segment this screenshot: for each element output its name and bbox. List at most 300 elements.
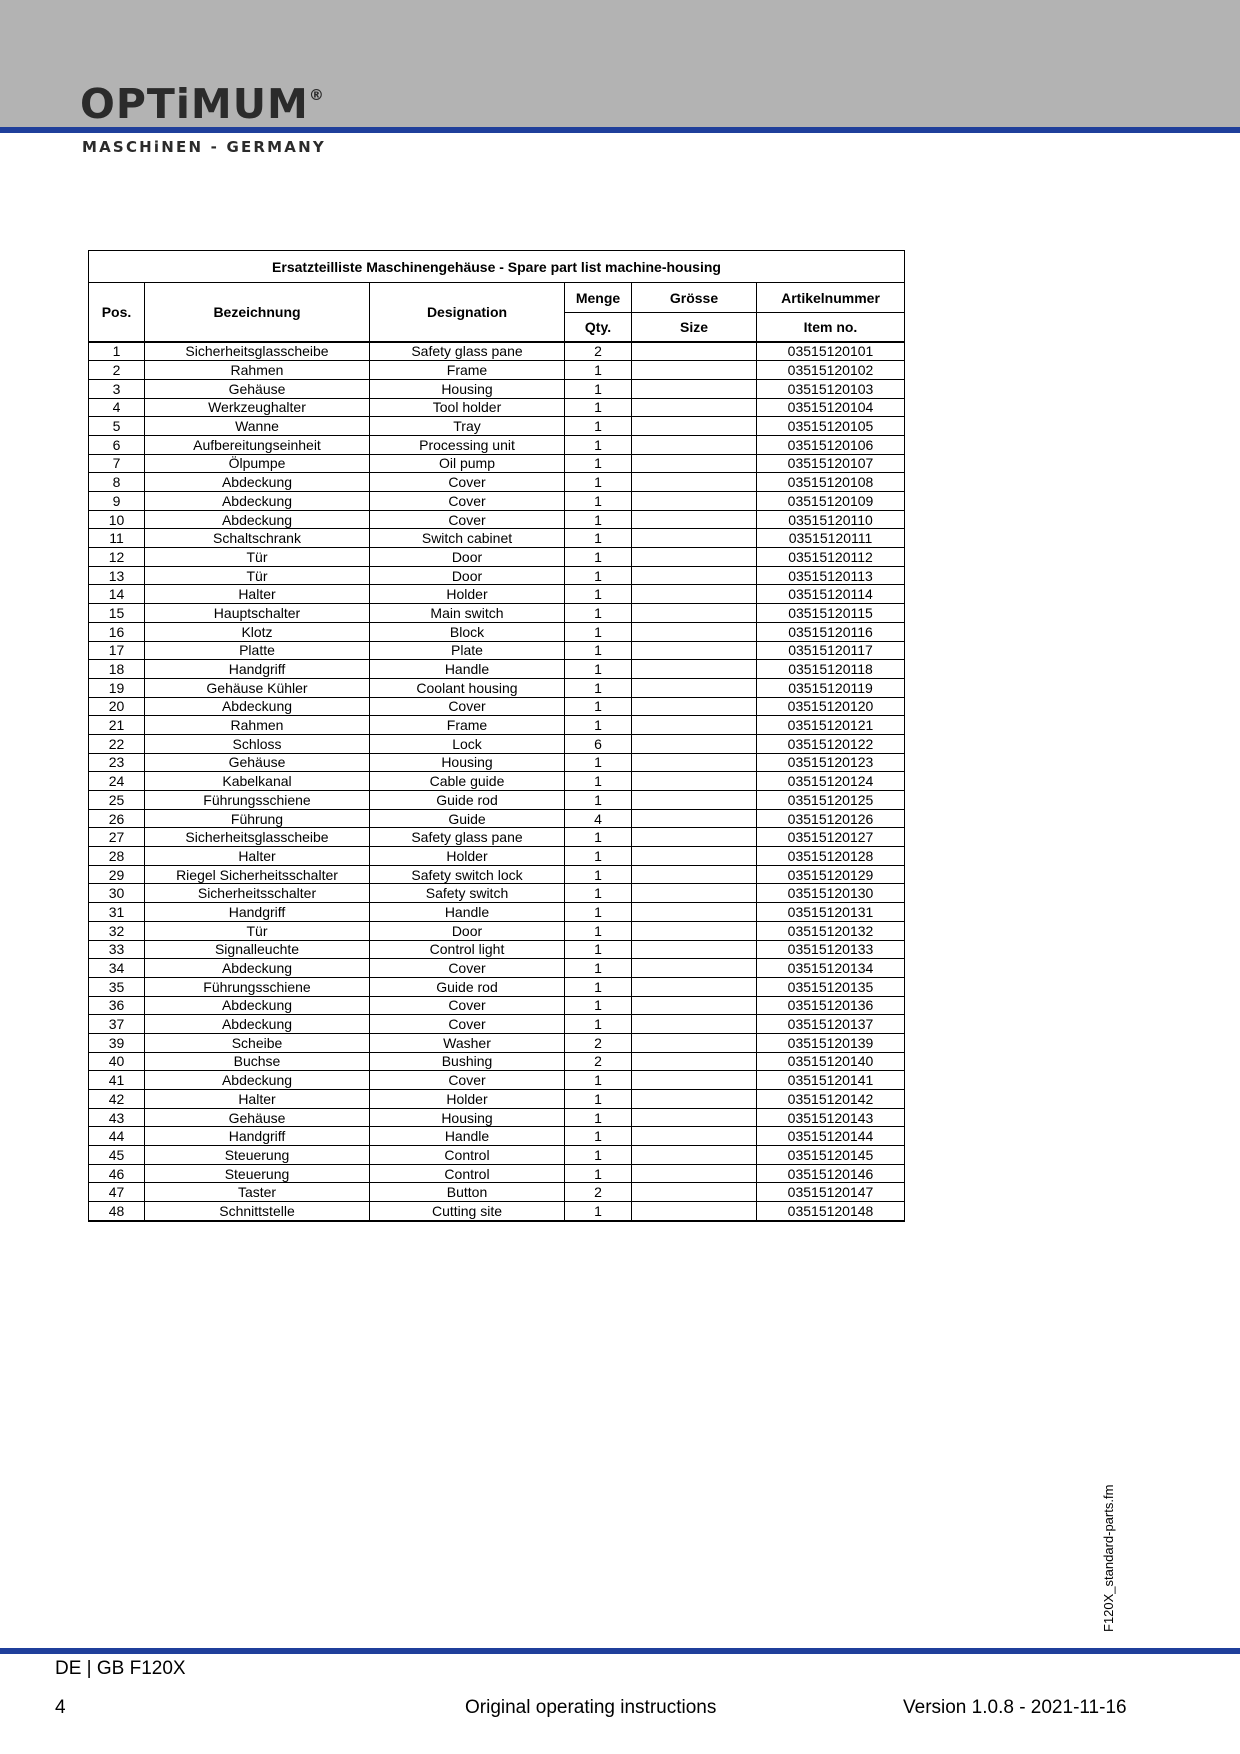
cell-bezeichnung: Steuerung	[145, 1146, 370, 1165]
registered-mark: ®	[308, 86, 325, 104]
footer-rule	[0, 1648, 1240, 1654]
cell-qty: 4	[565, 809, 632, 828]
cell-pos: 20	[89, 697, 145, 716]
table-row	[89, 678, 905, 697]
cell-bezeichnung: Tür	[145, 548, 370, 567]
cell-designation: Control	[370, 1164, 565, 1183]
cell-item-no: 03515120143	[757, 1108, 905, 1127]
cell-bezeichnung: Führung	[145, 809, 370, 828]
cell-size	[632, 1108, 757, 1127]
cell-size	[632, 734, 757, 753]
cell-designation: Handle	[370, 660, 565, 679]
cell-size	[632, 940, 757, 959]
cell-pos: 46	[89, 1164, 145, 1183]
cell-bezeichnung: Hauptschalter	[145, 604, 370, 623]
cell-designation: Oil pump	[370, 454, 565, 473]
cell-qty: 1	[565, 1146, 632, 1165]
cell-designation: Frame	[370, 716, 565, 735]
table-row	[89, 1090, 905, 1109]
cell-qty: 1	[565, 977, 632, 996]
cell-item-no: 03515120122	[757, 734, 905, 753]
cell-qty: 2	[565, 1033, 632, 1052]
cell-size	[632, 959, 757, 978]
cell-bezeichnung: Handgriff	[145, 1127, 370, 1146]
cell-designation: Plate	[370, 641, 565, 660]
cell-item-no: 03515120136	[757, 996, 905, 1015]
cell-size	[632, 1090, 757, 1109]
cell-pos: 40	[89, 1052, 145, 1071]
cell-pos: 23	[89, 753, 145, 772]
cell-size	[632, 510, 757, 529]
cell-pos: 4	[89, 398, 145, 417]
cell-item-no: 03515120129	[757, 865, 905, 884]
cell-item-no: 03515120142	[757, 1090, 905, 1109]
cell-designation: Safety glass pane	[370, 342, 565, 361]
table-row	[89, 398, 905, 417]
cell-qty: 1	[565, 548, 632, 567]
header-size: Size	[632, 313, 757, 342]
cell-bezeichnung: Platte	[145, 641, 370, 660]
cell-pos: 44	[89, 1127, 145, 1146]
cell-designation: Cover	[370, 473, 565, 492]
table-row	[89, 566, 905, 585]
table-row	[89, 454, 905, 473]
cell-size	[632, 660, 757, 679]
table-row	[89, 716, 905, 735]
cell-bezeichnung: Klotz	[145, 622, 370, 641]
cell-size	[632, 1015, 757, 1034]
cell-item-no: 03515120121	[757, 716, 905, 735]
cell-item-no: 03515120107	[757, 454, 905, 473]
cell-pos: 13	[89, 566, 145, 585]
cell-item-no: 03515120123	[757, 753, 905, 772]
cell-size	[632, 996, 757, 1015]
cell-item-no: 03515120141	[757, 1071, 905, 1090]
cell-size	[632, 454, 757, 473]
cell-bezeichnung: Signalleuchte	[145, 940, 370, 959]
cell-bezeichnung: Führungsschiene	[145, 977, 370, 996]
table-row	[89, 1108, 905, 1127]
cell-bezeichnung: Abdeckung	[145, 1015, 370, 1034]
cell-designation: Cutting site	[370, 1202, 565, 1221]
table-row	[89, 884, 905, 903]
cell-designation: Switch cabinet	[370, 529, 565, 548]
cell-size	[632, 622, 757, 641]
cell-item-no: 03515120113	[757, 566, 905, 585]
cell-size	[632, 1183, 757, 1202]
cell-designation: Bushing	[370, 1052, 565, 1071]
cell-pos: 14	[89, 585, 145, 604]
table-row	[89, 1183, 905, 1202]
cell-designation: Coolant housing	[370, 678, 565, 697]
table-row	[89, 996, 905, 1015]
cell-designation: Main switch	[370, 604, 565, 623]
cell-size	[632, 847, 757, 866]
table-row	[89, 847, 905, 866]
table-row	[89, 959, 905, 978]
cell-size	[632, 585, 757, 604]
cell-bezeichnung: Handgriff	[145, 660, 370, 679]
cell-item-no: 03515120127	[757, 828, 905, 847]
cell-pos: 33	[89, 940, 145, 959]
table-row	[89, 865, 905, 884]
cell-qty: 1	[565, 921, 632, 940]
cell-item-no: 03515120147	[757, 1183, 905, 1202]
header-menge: Menge	[565, 283, 632, 313]
cell-pos: 30	[89, 884, 145, 903]
cell-size	[632, 903, 757, 922]
cell-designation: Safety switch lock	[370, 865, 565, 884]
cell-item-no: 03515120103	[757, 379, 905, 398]
cell-qty: 1	[565, 660, 632, 679]
cell-item-no: 03515120130	[757, 884, 905, 903]
cell-designation: Button	[370, 1183, 565, 1202]
cell-designation: Block	[370, 622, 565, 641]
table-body	[89, 342, 905, 1221]
cell-qty: 1	[565, 622, 632, 641]
cell-size	[632, 548, 757, 567]
cell-bezeichnung: Abdeckung	[145, 996, 370, 1015]
cell-designation: Guide rod	[370, 977, 565, 996]
cell-item-no: 03515120114	[757, 585, 905, 604]
cell-pos: 16	[89, 622, 145, 641]
cell-pos: 10	[89, 510, 145, 529]
cell-item-no: 03515120104	[757, 398, 905, 417]
cell-size	[632, 697, 757, 716]
cell-item-no: 03515120146	[757, 1164, 905, 1183]
optimum-logo	[80, 80, 325, 128]
cell-item-no: 03515120139	[757, 1033, 905, 1052]
cell-size	[632, 809, 757, 828]
cell-size	[632, 828, 757, 847]
cell-size	[632, 435, 757, 454]
cell-qty: 1	[565, 641, 632, 660]
table-row	[89, 734, 905, 753]
cell-item-no: 03515120117	[757, 641, 905, 660]
cell-qty: 1	[565, 753, 632, 772]
cell-bezeichnung: Abdeckung	[145, 1071, 370, 1090]
cell-designation: Guide	[370, 809, 565, 828]
cell-item-no: 03515120120	[757, 697, 905, 716]
table-row	[89, 791, 905, 810]
cell-size	[632, 678, 757, 697]
footer-language-model: DE | GB F120X	[55, 1658, 186, 1679]
cell-designation: Cover	[370, 996, 565, 1015]
cell-pos: 25	[89, 791, 145, 810]
cell-bezeichnung: Steuerung	[145, 1164, 370, 1183]
cell-item-no: 03515120118	[757, 660, 905, 679]
cell-pos: 43	[89, 1108, 145, 1127]
cell-bezeichnung: Abdeckung	[145, 473, 370, 492]
cell-qty: 1	[565, 959, 632, 978]
spare-parts-table	[88, 250, 905, 1222]
cell-designation: Tray	[370, 417, 565, 436]
cell-size	[632, 1164, 757, 1183]
cell-designation: Cover	[370, 492, 565, 511]
table-row	[89, 1164, 905, 1183]
table-row	[89, 828, 905, 847]
cell-qty: 1	[565, 865, 632, 884]
table-row	[89, 529, 905, 548]
cell-designation: Holder	[370, 585, 565, 604]
table-row	[89, 921, 905, 940]
cell-qty: 1	[565, 1127, 632, 1146]
cell-qty: 1	[565, 361, 632, 380]
cell-qty: 1	[565, 791, 632, 810]
cell-size	[632, 342, 757, 361]
cell-pos: 31	[89, 903, 145, 922]
cell-bezeichnung: Abdeckung	[145, 510, 370, 529]
cell-pos: 11	[89, 529, 145, 548]
cell-item-no: 03515120126	[757, 809, 905, 828]
table-row	[89, 1052, 905, 1071]
cell-pos: 32	[89, 921, 145, 940]
cell-item-no: 03515120140	[757, 1052, 905, 1071]
cell-bezeichnung: Schnittstelle	[145, 1202, 370, 1221]
cell-bezeichnung: Aufbereitungseinheit	[145, 435, 370, 454]
cell-bezeichnung: Handgriff	[145, 903, 370, 922]
cell-item-no: 03515120133	[757, 940, 905, 959]
cell-item-no: 03515120102	[757, 361, 905, 380]
cell-designation: Handle	[370, 1127, 565, 1146]
header-item-no: Item no.	[757, 313, 905, 342]
cell-qty: 1	[565, 510, 632, 529]
cell-pos: 36	[89, 996, 145, 1015]
cell-item-no: 03515120106	[757, 435, 905, 454]
cell-pos: 34	[89, 959, 145, 978]
table-row	[89, 753, 905, 772]
cell-pos: 8	[89, 473, 145, 492]
cell-qty: 1	[565, 678, 632, 697]
cell-bezeichnung: Riegel Sicherheitsschalter	[145, 865, 370, 884]
cell-bezeichnung: Gehäuse Kühler	[145, 678, 370, 697]
cell-size	[632, 1202, 757, 1221]
cell-item-no: 03515120128	[757, 847, 905, 866]
cell-designation: Tool holder	[370, 398, 565, 417]
cell-designation: Washer	[370, 1033, 565, 1052]
cell-designation: Housing	[370, 1108, 565, 1127]
cell-item-no: 03515120137	[757, 1015, 905, 1034]
cell-bezeichnung: Gehäuse	[145, 379, 370, 398]
cell-item-no: 03515120125	[757, 791, 905, 810]
cell-designation: Cover	[370, 1015, 565, 1034]
cell-bezeichnung: Halter	[145, 1090, 370, 1109]
cell-designation: Holder	[370, 847, 565, 866]
cell-item-no: 03515120144	[757, 1127, 905, 1146]
cell-qty: 1	[565, 435, 632, 454]
cell-designation: Holder	[370, 1090, 565, 1109]
cell-designation: Cover	[370, 1071, 565, 1090]
cell-size	[632, 791, 757, 810]
table-title: Ersatzteilliste Maschinengehäuse - Spare part list machine-housing	[89, 251, 905, 283]
table-row	[89, 361, 905, 380]
cell-qty: 1	[565, 828, 632, 847]
cell-size	[632, 492, 757, 511]
cell-bezeichnung: Führungsschiene	[145, 791, 370, 810]
cell-bezeichnung: Schaltschrank	[145, 529, 370, 548]
cell-pos: 48	[89, 1202, 145, 1221]
cell-qty: 1	[565, 1015, 632, 1034]
cell-qty: 1	[565, 1090, 632, 1109]
cell-qty: 2	[565, 342, 632, 361]
cell-qty: 1	[565, 417, 632, 436]
cell-size	[632, 884, 757, 903]
footer-version: Version 1.0.8 - 2021-11-16	[903, 1697, 1127, 1718]
cell-designation: Door	[370, 921, 565, 940]
cell-designation: Lock	[370, 734, 565, 753]
cell-pos: 42	[89, 1090, 145, 1109]
cell-qty: 1	[565, 772, 632, 791]
table-row	[89, 379, 905, 398]
cell-qty: 1	[565, 379, 632, 398]
cell-bezeichnung: Sicherheitsschalter	[145, 884, 370, 903]
header-qty: Qty.	[565, 313, 632, 342]
cell-pos: 2	[89, 361, 145, 380]
cell-size	[632, 379, 757, 398]
cell-bezeichnung: Schloss	[145, 734, 370, 753]
cell-qty: 1	[565, 1202, 632, 1221]
cell-pos: 1	[89, 342, 145, 361]
cell-item-no: 03515120124	[757, 772, 905, 791]
table-row	[89, 585, 905, 604]
cell-size	[632, 772, 757, 791]
cell-item-no: 03515120132	[757, 921, 905, 940]
table-row	[89, 510, 905, 529]
cell-qty: 1	[565, 473, 632, 492]
cell-bezeichnung: Buchse	[145, 1052, 370, 1071]
cell-pos: 27	[89, 828, 145, 847]
cell-qty: 1	[565, 604, 632, 623]
cell-pos: 45	[89, 1146, 145, 1165]
table-row	[89, 903, 905, 922]
cell-size	[632, 753, 757, 772]
cell-pos: 3	[89, 379, 145, 398]
cell-pos: 41	[89, 1071, 145, 1090]
cell-qty: 1	[565, 1164, 632, 1183]
cell-qty: 1	[565, 697, 632, 716]
cell-designation: Safety switch	[370, 884, 565, 903]
cell-qty: 1	[565, 454, 632, 473]
cell-size	[632, 529, 757, 548]
table-row	[89, 417, 905, 436]
table-row	[89, 660, 905, 679]
cell-bezeichnung: Werkzeughalter	[145, 398, 370, 417]
table-row	[89, 1146, 905, 1165]
cell-qty: 1	[565, 716, 632, 735]
cell-size	[632, 921, 757, 940]
cell-size	[632, 641, 757, 660]
table-row	[89, 641, 905, 660]
cell-designation: Housing	[370, 753, 565, 772]
cell-size	[632, 1146, 757, 1165]
cell-size	[632, 1127, 757, 1146]
cell-size	[632, 604, 757, 623]
cell-item-no: 03515120135	[757, 977, 905, 996]
cell-pos: 35	[89, 977, 145, 996]
cell-size	[632, 566, 757, 585]
cell-pos: 22	[89, 734, 145, 753]
cell-bezeichnung: Scheibe	[145, 1033, 370, 1052]
header-artikelnummer: Artikelnummer	[757, 283, 905, 313]
table-row	[89, 492, 905, 511]
cell-pos: 26	[89, 809, 145, 828]
cell-bezeichnung: Sicherheitsglasscheibe	[145, 342, 370, 361]
cell-pos: 47	[89, 1183, 145, 1202]
cell-pos: 12	[89, 548, 145, 567]
cell-bezeichnung: Kabelkanal	[145, 772, 370, 791]
table-row	[89, 809, 905, 828]
table-row	[89, 435, 905, 454]
header-designation: Designation	[370, 283, 565, 342]
cell-bezeichnung: Ölpumpe	[145, 454, 370, 473]
logo-subtitle: MASCHiNEN - GERMANY	[82, 138, 326, 156]
cell-bezeichnung: Abdeckung	[145, 959, 370, 978]
cell-designation: Control light	[370, 940, 565, 959]
file-name-label: F120X_standard-parts.fm	[1101, 1484, 1116, 1632]
table-row	[89, 940, 905, 959]
cell-bezeichnung: Gehäuse	[145, 753, 370, 772]
table-row	[89, 622, 905, 641]
cell-pos: 9	[89, 492, 145, 511]
table-row	[89, 977, 905, 996]
cell-pos: 28	[89, 847, 145, 866]
cell-designation: Frame	[370, 361, 565, 380]
cell-qty: 1	[565, 492, 632, 511]
cell-bezeichnung: Gehäuse	[145, 1108, 370, 1127]
cell-bezeichnung: Sicherheitsglasscheibe	[145, 828, 370, 847]
cell-qty: 1	[565, 847, 632, 866]
cell-bezeichnung: Abdeckung	[145, 697, 370, 716]
cell-item-no: 03515120112	[757, 548, 905, 567]
cell-size	[632, 361, 757, 380]
cell-item-no: 03515120116	[757, 622, 905, 641]
cell-size	[632, 1071, 757, 1090]
cell-qty: 1	[565, 398, 632, 417]
cell-qty: 1	[565, 996, 632, 1015]
cell-pos: 21	[89, 716, 145, 735]
cell-item-no: 03515120134	[757, 959, 905, 978]
cell-qty: 1	[565, 1108, 632, 1127]
logo-text: OPTiMUM	[80, 80, 309, 128]
cell-designation: Cover	[370, 697, 565, 716]
header-pos: Pos.	[89, 283, 145, 342]
table-row	[89, 342, 905, 361]
cell-pos: 18	[89, 660, 145, 679]
cell-bezeichnung: Halter	[145, 847, 370, 866]
cell-qty: 1	[565, 529, 632, 548]
cell-bezeichnung: Abdeckung	[145, 492, 370, 511]
cell-pos: 15	[89, 604, 145, 623]
cell-designation: Cover	[370, 510, 565, 529]
table-row	[89, 1127, 905, 1146]
cell-size	[632, 417, 757, 436]
cell-qty: 1	[565, 940, 632, 959]
cell-item-no: 03515120110	[757, 510, 905, 529]
cell-item-no: 03515120108	[757, 473, 905, 492]
cell-size	[632, 977, 757, 996]
page-number: 4	[55, 1697, 66, 1718]
cell-item-no: 03515120111	[757, 529, 905, 548]
cell-qty: 1	[565, 903, 632, 922]
cell-bezeichnung: Taster	[145, 1183, 370, 1202]
cell-item-no: 03515120115	[757, 604, 905, 623]
cell-pos: 19	[89, 678, 145, 697]
table-row	[89, 697, 905, 716]
cell-item-no: 03515120109	[757, 492, 905, 511]
cell-pos: 37	[89, 1015, 145, 1034]
cell-bezeichnung: Tür	[145, 566, 370, 585]
cell-bezeichnung: Tür	[145, 921, 370, 940]
